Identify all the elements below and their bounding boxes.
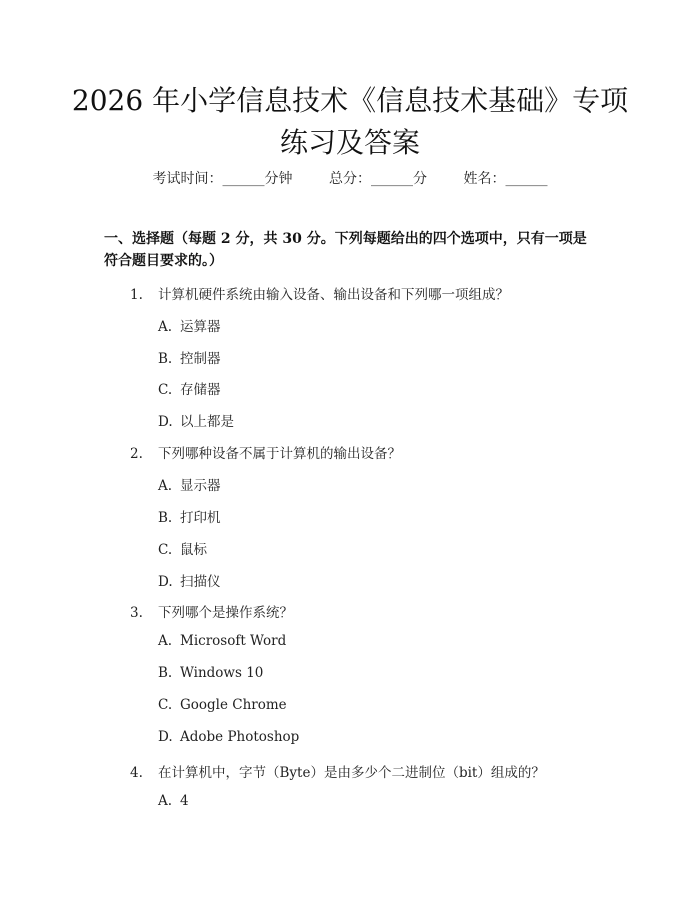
option-2a bbox=[158, 474, 221, 494]
option-2c bbox=[158, 538, 207, 558]
option-letter: A. bbox=[158, 319, 173, 335]
question-2 bbox=[130, 442, 401, 462]
question-text: 下列哪个是操作系统？ bbox=[158, 605, 293, 621]
option-3d bbox=[158, 729, 299, 745]
option-letter: C. bbox=[158, 697, 173, 713]
title-line-2: 练习及答案 bbox=[279, 126, 420, 159]
student-name: 姓名：______ bbox=[463, 171, 548, 187]
question-text: 在计算机中，字节（Byte）是由多少个二进制位（bit）组成的？ bbox=[158, 765, 545, 781]
question-3 bbox=[130, 601, 293, 621]
option-letter: D. bbox=[158, 729, 173, 745]
option-1a bbox=[158, 315, 221, 335]
option-letter: A. bbox=[158, 478, 173, 494]
option-text: 以上都是 bbox=[180, 414, 234, 430]
option-4a bbox=[158, 793, 189, 809]
exam-info bbox=[0, 168, 700, 188]
option-2b bbox=[158, 506, 221, 526]
option-3c bbox=[158, 697, 287, 713]
option-text: 运算器 bbox=[180, 319, 221, 335]
option-letter: D. bbox=[158, 574, 173, 590]
option-text: Windows 10 bbox=[180, 665, 264, 681]
option-text: 鼠标 bbox=[180, 542, 207, 558]
question-1 bbox=[130, 283, 509, 303]
total-score: 总分：______分 bbox=[329, 171, 427, 187]
option-3a bbox=[158, 633, 286, 649]
option-letter: C. bbox=[158, 382, 173, 398]
question-number: 2. bbox=[130, 446, 143, 462]
option-1c bbox=[158, 378, 221, 398]
question-text: 计算机硬件系统由输入设备、输出设备和下列哪一项组成？ bbox=[158, 287, 509, 303]
option-letter: B. bbox=[158, 665, 173, 681]
option-text: Google Chrome bbox=[180, 697, 287, 713]
option-letter: C. bbox=[158, 542, 173, 558]
option-text: Microsoft Word bbox=[180, 633, 287, 649]
question-number: 4. bbox=[130, 765, 143, 781]
exam-time: 考试时间：______分钟 bbox=[152, 171, 293, 187]
option-letter: B. bbox=[158, 351, 173, 367]
option-text: 控制器 bbox=[180, 351, 221, 367]
question-number: 3. bbox=[130, 605, 143, 621]
question-number: 1. bbox=[130, 287, 143, 303]
option-1b bbox=[158, 347, 221, 367]
section-heading: 一、选择题（每题 2 分，共 30 分。下列每题给出的四个选项中，只有一项是符合题目要求的。） bbox=[104, 231, 587, 269]
title-line-1: 2026 年小学信息技术《信息技术基础》专项 bbox=[71, 84, 629, 117]
option-letter: B. bbox=[158, 510, 173, 526]
option-text: 扫描仪 bbox=[180, 574, 221, 590]
option-text: 打印机 bbox=[180, 510, 221, 526]
question-4 bbox=[130, 761, 545, 781]
option-letter: D. bbox=[158, 414, 173, 430]
question-text: 下列哪种设备不属于计算机的输出设备？ bbox=[158, 446, 401, 462]
option-text: 4 bbox=[180, 793, 189, 809]
option-1d bbox=[158, 410, 234, 430]
option-text: 显示器 bbox=[180, 478, 221, 494]
option-letter: A. bbox=[158, 633, 173, 649]
option-text: 存储器 bbox=[180, 382, 221, 398]
option-letter: A. bbox=[158, 793, 173, 809]
option-text: Adobe Photoshop bbox=[180, 729, 300, 745]
option-3b bbox=[158, 665, 263, 681]
document-title bbox=[60, 80, 640, 164]
option-2d bbox=[158, 570, 221, 590]
